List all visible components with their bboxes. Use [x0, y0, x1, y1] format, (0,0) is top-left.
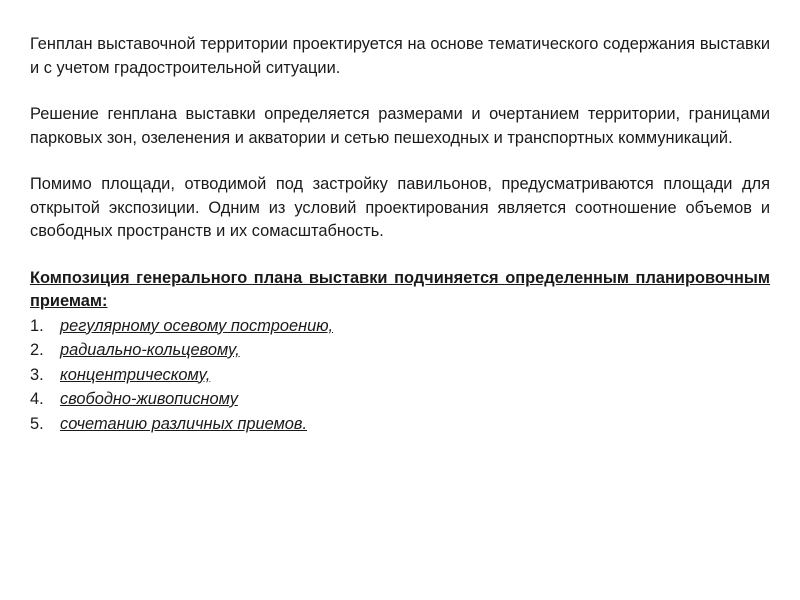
list-item-text: регулярному осевому построению,	[60, 316, 334, 335]
list-item-number: 3.	[30, 365, 44, 384]
paragraph-open-exposition: Помимо площади, отводимой под застройку павильонов, предусматриваются площади для открытой экспозиции. Одним из условий проектирования является соотношение объемов и свободных пространств и их сомасштабность.	[30, 175, 770, 240]
list-item-number: 4.	[30, 390, 44, 408]
slide-content	[30, 33, 770, 436]
list-item-text: концентрическому,	[60, 365, 211, 384]
paragraph-genplan-solution: Решение генплана выставки определяется размерами и очертанием территории, границами парковых зон, озеленения и акватории и сетью пешеходных и транспортных коммуникаций.	[30, 105, 770, 147]
list-item	[30, 412, 770, 437]
list-item	[30, 314, 770, 339]
list-item	[30, 363, 770, 388]
list-item-number: 1.	[30, 316, 44, 335]
list-item-text: сочетанию различных приемов.	[60, 414, 308, 433]
paragraph-genplan-basis: Генплан выставочной территории проектируется на основе тематического содержания выставки и с учетом градостроительной ситуации.	[30, 35, 770, 77]
list-item-number: 2.	[30, 341, 44, 359]
list-item-text: радиально-кольцевому,	[60, 341, 240, 359]
planning-techniques-list	[30, 314, 770, 437]
list-item	[30, 387, 770, 412]
list-item	[30, 338, 770, 363]
list-item-number: 5.	[30, 414, 44, 433]
composition-heading: Композиция генерального плана выставки подчиняется определенным планировочным приемам:	[30, 268, 770, 310]
list-item-text: свободно-живописному	[60, 390, 238, 408]
